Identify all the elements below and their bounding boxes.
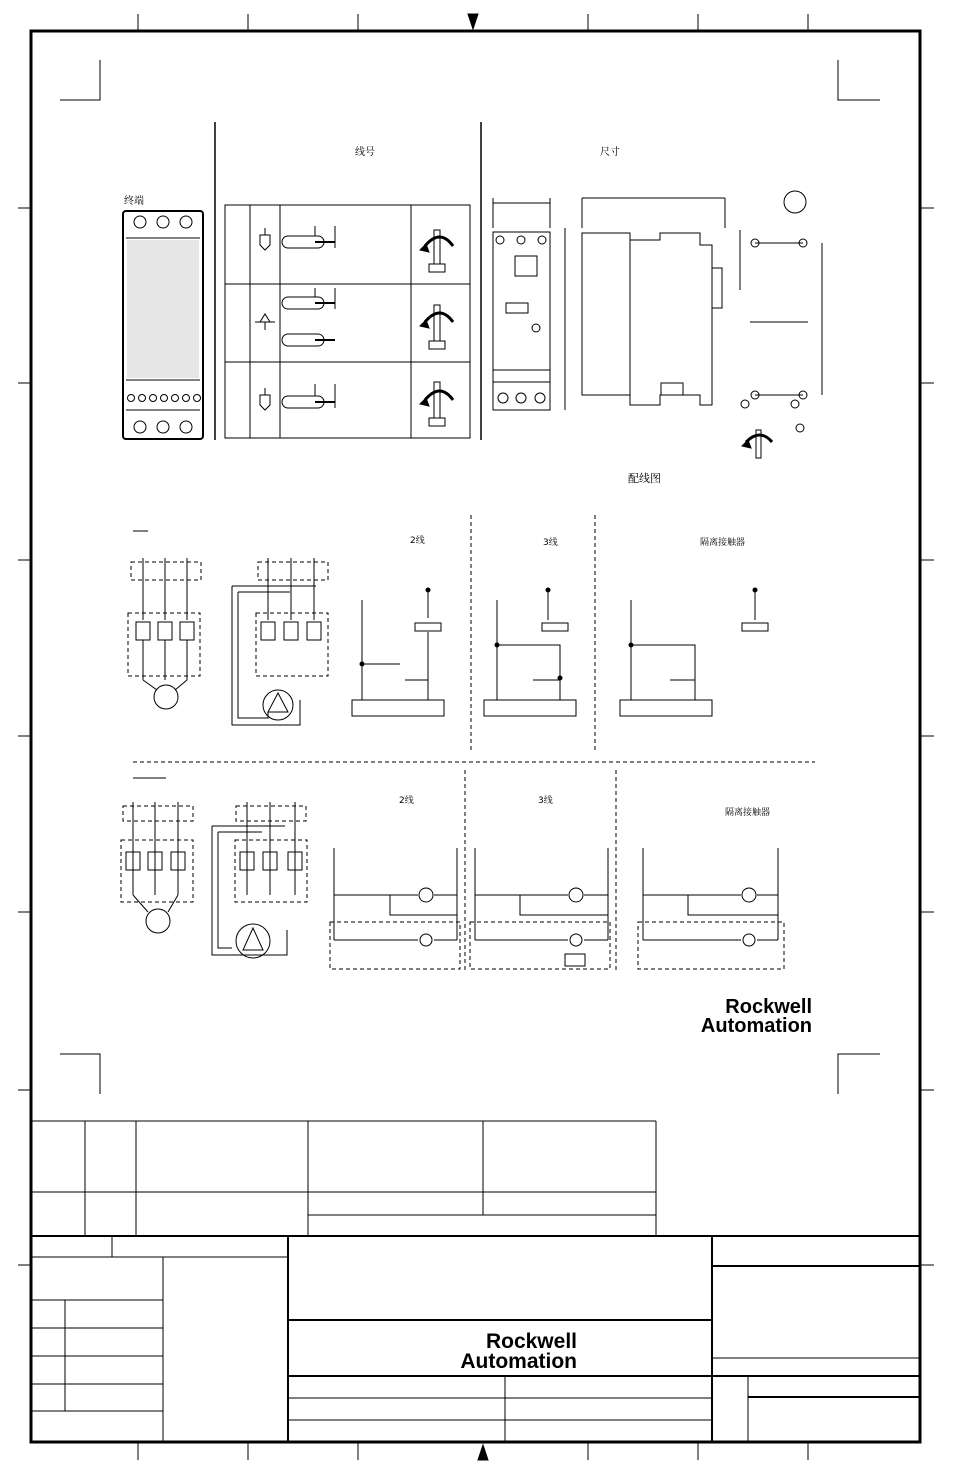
wire-gauge-label: 线号 (355, 147, 375, 158)
wiring-diagram-upper (128, 515, 768, 752)
two-wire-label-lower: 2线 (399, 796, 414, 806)
brand-logo-upper (701, 996, 812, 1037)
title-block (31, 1236, 920, 1442)
brand-logo-tb-line1: Rockwell (485, 1330, 577, 1353)
terminals-label: 终端 (124, 196, 144, 207)
wiring-diagram-lower (121, 770, 784, 970)
dimension-drawings (493, 191, 822, 458)
wire-connector-icon (260, 228, 270, 250)
screwdriver-icon (420, 230, 453, 272)
three-wire-label-upper: 3线 (543, 538, 558, 548)
terminal-block (123, 211, 203, 439)
sheet-frame (18, 14, 934, 1460)
brand-logo-line2: Automation (700, 1015, 812, 1037)
brand-logo-title-block (460, 1330, 577, 1373)
two-wire-label-upper: 2线 (410, 536, 425, 546)
brand-logo-tb-line2: Automation (460, 1350, 577, 1373)
revision-table (31, 1121, 656, 1236)
screwdriver-icon (420, 305, 453, 349)
registration-arrow-icon (478, 1445, 488, 1460)
registration-arrow-icon (468, 14, 478, 29)
mount-screw-icon (742, 430, 772, 458)
isolation-contactor-label-upper: 隔离接触器 (700, 538, 746, 548)
wire-gauge-table (225, 205, 470, 438)
brand-logo-line1: Rockwell (725, 996, 812, 1018)
three-wire-label-lower: 3线 (538, 796, 553, 806)
wire-connector-icon (260, 388, 270, 410)
dimensions-label: 尺寸 (600, 147, 620, 158)
screwdriver-icon (420, 382, 453, 426)
isolation-contactor-label-lower: 隔离接触器 (725, 808, 771, 818)
wire-connector-icon (255, 314, 275, 330)
wiring-diagram-label: 配线图 (628, 472, 661, 485)
